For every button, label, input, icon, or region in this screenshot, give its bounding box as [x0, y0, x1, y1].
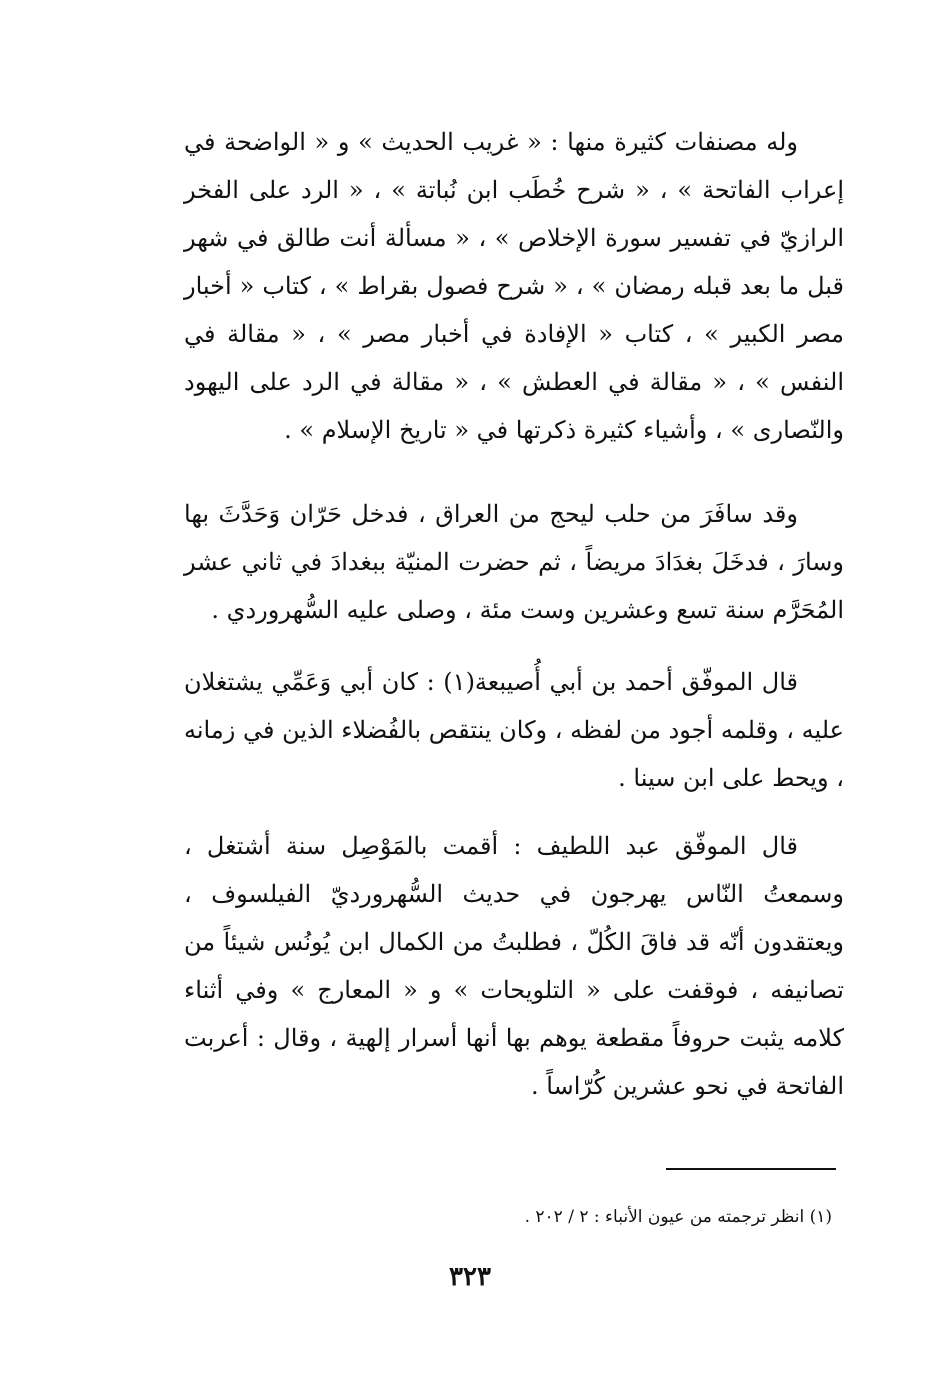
page-number: ٣٢٣	[449, 1262, 491, 1292]
paragraph-abd-al-latif	[184, 822, 844, 1110]
paragraph-works	[184, 118, 844, 454]
paragraph-ibn-abi-usaybia	[184, 658, 844, 802]
paragraph-text: وقد سافَرَ من حلب ليحج من العراق ، فدخل حَرّان وَحَدَّثَ بها وسارَ ، فدخَلَ بغدَادَ مريضاً ، ثم حضرت المنيّة ببغدادَ في ثاني عشر المُحَرَّم سنة تسع وعشرين وست مئة ، وصلى عليه السُّهروردي .	[184, 500, 844, 624]
footnote-divider	[666, 1168, 836, 1170]
paragraph-text: قال الموفّق عبد اللطيف : أقمت بالمَوْصِل سنة أشتغل ، وسمعتُ النّاس يهرجون في حديث السُّهرورديّ الفيلسوف ، ويعتقدون أنّه قد فاقَ الكُلّ ، فطلبتُ من الكمال ابن يُونُس شيئاً من تصانيفه ، فوقفت على « التلويحات » و « المعارج » وفي أثناء كلامه يثبت حروفاً مقطعة يوهم بها أنها أسرار إلهية ، وقال : أعربت الفاتحة في نحو عشرين كُرّاساً .	[184, 832, 844, 1100]
footnote: (١) انظر ترجمته من عيون الأنباء : ٢ / ٢٠٢ .	[524, 1207, 832, 1227]
paragraph-text: قال الموفّق أحمد بن أبي أُصيبعة(١) : كان أبي وَعَمِّي يشتغلان عليه ، وقلمه أجود من لفظه ، وكان ينتقص بالفُضلاء الذين في زمانه ، ويحط على ابن سينا .	[184, 668, 844, 792]
paragraph-travel	[184, 490, 844, 634]
paragraph-text: وله مصنفات كثيرة منها : « غريب الحديث » و « الواضحة في إعراب الفاتحة » ، « شرح خُطَب ابن نُباتة » ، « الرد على الفخر الرازيّ في تفسير سورة الإخلاص » ، « مسألة أنت طالق في شهر قبل ما بعد قبله رمضان » ، « شرح فصول بقراط » ، كتاب « أخبار مصر الكبير » ، كتاب « الإفادة في أخبار مصر » ، « مقالة في النفس » ، « مقالة في العطش » ، « مقالة في الرد على اليهود والنّصارى » ، وأشياء كثيرة ذكرتها في « تاريخ الإسلام » .	[184, 128, 844, 444]
